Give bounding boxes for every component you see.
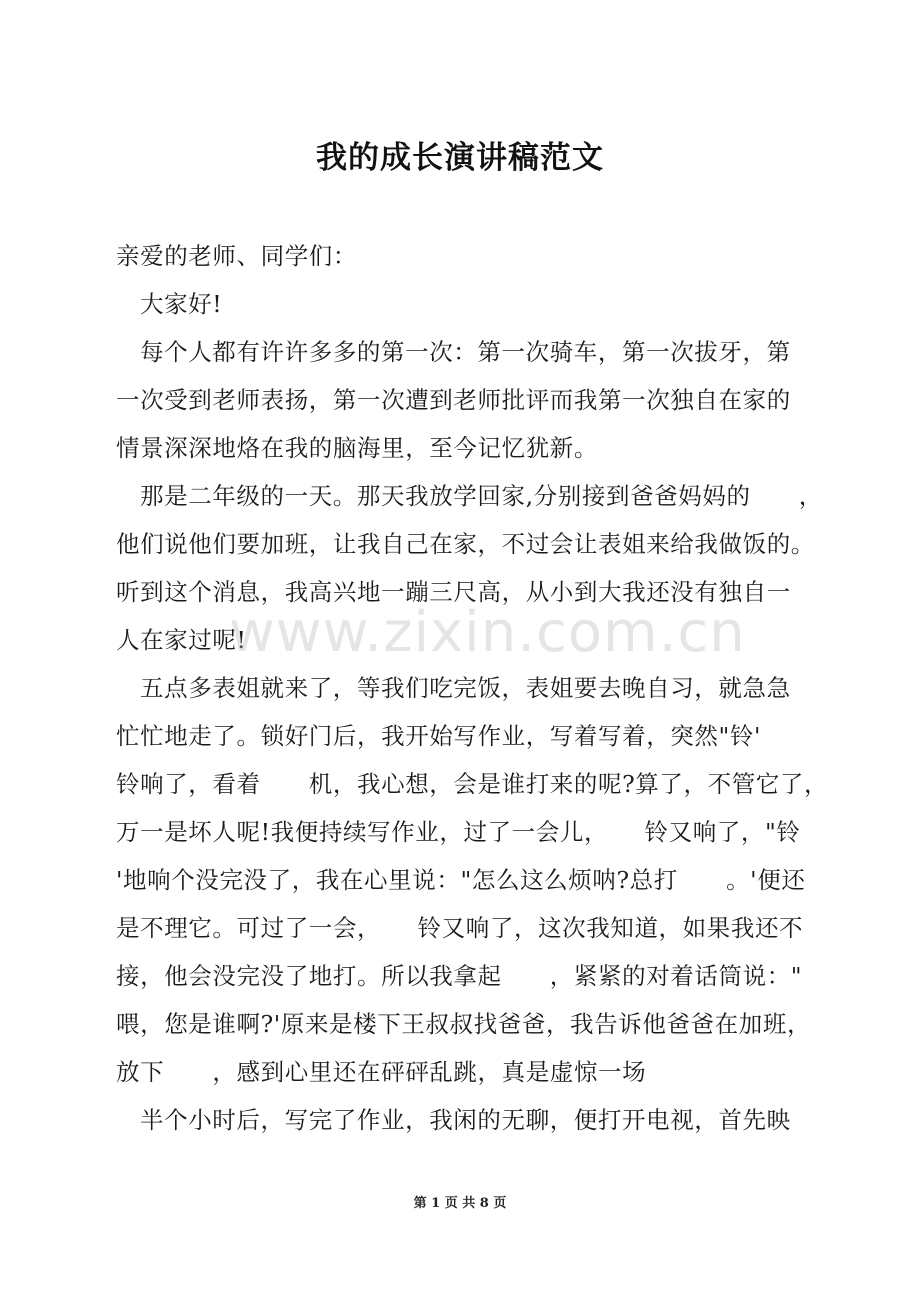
body-line: 喂，您是谁啊?'原来是楼下王叔叔找爸爸，我告诉他爸爸在加班，	[116, 1010, 812, 1038]
body-line: 一次受到老师表扬，第一次遭到老师批评而我第一次独自在家的	[116, 386, 791, 414]
body-line: 忙忙地走了。锁好门后，我开始写作业，写着写着，突然"铃'	[116, 722, 762, 750]
page-footer: 第 1 页 共 8 页	[413, 1196, 507, 1211]
body-line: 放下 ，感到心里还在砰砰乱跳，真是虚惊一场	[116, 1058, 647, 1086]
body-line: 万一是坏人呢!我便持续写作业，过了一会儿， 铃又响了，"铃	[116, 818, 801, 846]
body-line: 人在家过呢!	[116, 626, 247, 654]
body-line: 是不理它。可过了一会， 铃又响了，这次我知道，如果我还不	[116, 914, 804, 942]
body-line: 每个人都有许许多多的第一次：第一次骑车，第一次拔牙，第	[140, 338, 791, 366]
body-line: 亲爱的老师、同学们：	[116, 242, 357, 270]
body-line: 接，他会没完没了地打。所以我拿起 ，紧紧的对着话筒说："	[116, 962, 803, 990]
body-line: 那是二年级的一天。那天我放学回家,分别接到爸爸妈妈的 ，	[140, 482, 823, 510]
body-line: 大家好!	[140, 290, 223, 318]
document-title: 我的成长演讲稿范文	[316, 140, 604, 176]
body-line: 他们说他们要加班，让我自己在家，不过会让表姐来给我做饭的。	[116, 530, 815, 558]
body-line: 铃响了，看着 机，我心想，会是谁打来的呢?算了，不管它了，	[116, 770, 829, 798]
watermark: www.zixin.com.cn	[229, 600, 746, 665]
document-body	[116, 232, 831, 1144]
body-line: 情景深深地烙在我的脑海里，至今记忆犹新。	[116, 434, 598, 462]
body-line: 五点多表姐就来了，等我们吃完饭，表姐要去晚自习，就急急	[140, 674, 791, 702]
body-line: 听到这个消息，我高兴地一蹦三尺高，从小到大我还没有独自一	[116, 578, 791, 606]
body-line: 半个小时后，写完了作业，我闲的无聊，便打开电视，首先映	[140, 1106, 791, 1134]
body-line: '地响个没完没了，我在心里说："怎么这么烦呐?总打 。'便还	[116, 866, 806, 894]
